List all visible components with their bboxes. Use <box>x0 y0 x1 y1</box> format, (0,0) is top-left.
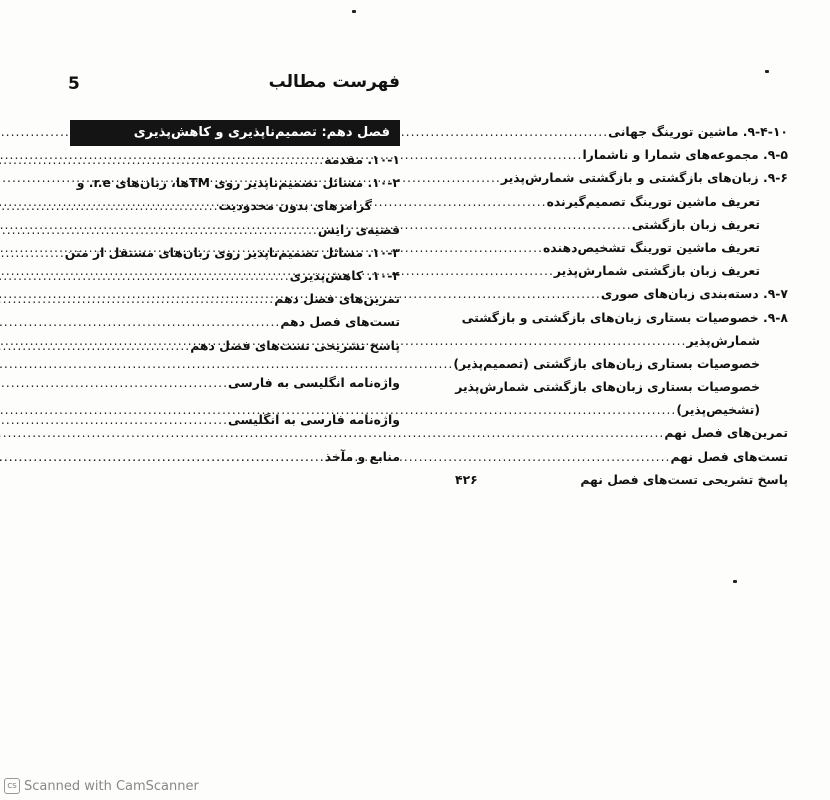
toc-entry <box>455 259 788 282</box>
toc-entry-page: ۴۲۶ <box>455 471 478 487</box>
toc-entry-title: تست‌های فصل دهم <box>280 314 400 330</box>
page-title: فهرست مطالب <box>268 72 400 92</box>
toc-entry <box>64 241 400 264</box>
camscanner-logo-icon: CS <box>4 778 20 794</box>
toc-entry <box>455 375 788 398</box>
toc-entry-title: ۱۰-۱. مقدمه <box>324 152 400 167</box>
toc-entry <box>70 171 400 194</box>
toc-entry <box>455 445 788 468</box>
toc-entry <box>70 264 400 287</box>
toc-entry-title: ۱۰-۲. مسائل تصمیم‌ناپذیر روی TMها، زبان‌های r.e. و <box>76 175 400 191</box>
toc-entry-title: قضیه‌ی رایس <box>317 221 400 237</box>
toc-entry-title: تمرین‌های فصل نهم <box>664 425 788 441</box>
toc-entry <box>455 236 788 259</box>
section-gap <box>70 394 400 408</box>
toc-entry-title: تمرین‌های فصل دهم <box>274 291 400 307</box>
toc-entry <box>455 143 788 166</box>
toc-entry <box>70 334 400 357</box>
toc-entry <box>70 194 400 217</box>
toc-entry <box>70 148 400 171</box>
toc-entry <box>70 218 400 241</box>
toc-entry-title: تست‌های فصل نهم <box>670 448 788 464</box>
toc-entry <box>455 329 788 352</box>
toc-entry-title: خصوصیات بستاری زبان‌های بازگشتی شمارش‌پذیر <box>455 379 760 395</box>
toc-entry-title: خصوصیات بستاری زبان‌های بازگشتی (تصمیم‌پذیر) <box>453 355 760 371</box>
toc-entry <box>455 190 788 213</box>
toc-entry <box>455 421 788 444</box>
toc-entry <box>70 408 400 431</box>
section-gap <box>70 431 400 445</box>
watermark-text: Scanned with CamScanner <box>24 778 199 794</box>
toc-entry <box>70 445 400 468</box>
toc-entry-title: گرامرهای بدون محدودیت <box>218 198 372 214</box>
toc-entry-title: تعریف زبان بازگشتی شمارش‌پذیر <box>553 263 760 279</box>
page-header <box>60 70 400 98</box>
section-gap <box>70 357 400 371</box>
toc-entry-title: (تشخیص‌پذیر) <box>676 402 760 418</box>
toc-entry-title: ۱۰-۳. مسائل تصمیم‌ناپذیر روی زبان‌های مستقل از متن <box>64 244 400 260</box>
scan-speck <box>733 580 737 583</box>
toc-entry-title: تعریف ماشین تورینگ تشخیص‌دهنده <box>542 239 760 255</box>
toc-left-column <box>64 120 400 468</box>
toc-entry <box>70 371 400 394</box>
toc-entry <box>455 306 788 329</box>
toc-entry <box>455 398 788 421</box>
toc-entry-title: پاسخ تشریحی تست‌های فصل نهم <box>580 471 788 487</box>
toc-entry-title: تعریف ماشین تورینگ تصمیم‌گیرنده <box>546 193 760 209</box>
toc-entry-title: واژه‌نامه فارسی به انگلیسی <box>228 411 400 427</box>
toc-entry <box>455 166 788 189</box>
toc-entry <box>70 310 400 333</box>
toc-entry-title: منابع و مآخذ <box>324 449 400 465</box>
toc-right-column <box>455 120 788 491</box>
toc-entry <box>455 120 788 143</box>
toc-entry-title: ۹-۷. دسته‌بندی زبان‌های صوری <box>600 286 788 302</box>
toc-entry <box>70 287 400 310</box>
toc-entry-title: ۹-۴-۱۰. ماشین تورینگ جهانی <box>608 124 788 139</box>
toc-entry-title: ۹-۵. مجموعه‌های شمارا و ناشمارا <box>582 147 788 163</box>
toc-entry-title: ۹-۶. زبان‌های بازگشتی و بازگشتی شمارش‌پذیر <box>500 170 788 186</box>
toc-entry-title: واژه‌نامه انگلیسی به فارسی <box>228 374 400 390</box>
scanner-watermark <box>4 778 199 794</box>
toc-entry-title: شمارش‌پذیر <box>686 332 760 348</box>
toc-entry <box>455 213 788 236</box>
chapter-heading: فصل دهم: تصمیم‌ناپذیری و کاهش‌پذیری <box>70 120 400 146</box>
toc-entry <box>455 468 788 491</box>
toc-entry <box>455 282 788 305</box>
scan-speck <box>352 10 356 13</box>
toc-entry-title: ۱۰-۴. کاهش‌پذیری <box>289 267 400 283</box>
toc-entry <box>455 352 788 375</box>
toc-entry-title: پاسخ تشریحی تست‌های فصل دهم <box>190 337 400 353</box>
toc-entry-title: تعریف زبان بازگشتی <box>631 216 760 232</box>
scan-speck <box>765 70 769 73</box>
toc-entry-title: ۹-۸. خصوصیات بستاری زبان‌های بازگشتی و بازگشتی <box>461 309 788 325</box>
page-number: 5 <box>68 74 80 94</box>
